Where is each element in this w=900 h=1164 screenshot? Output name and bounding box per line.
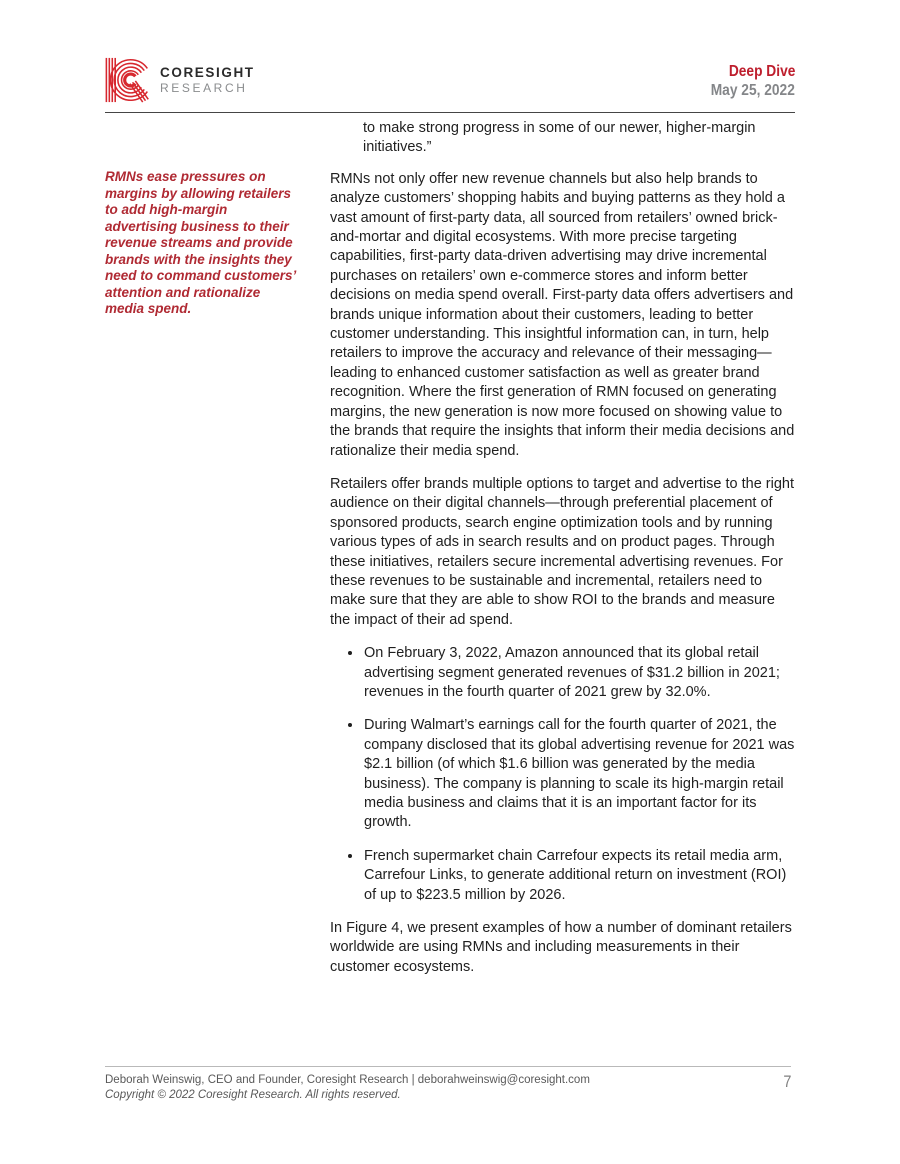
logo-wordmark (160, 65, 255, 95)
header-divider (105, 112, 795, 113)
body-paragraph-1: RMNs not only offer new revenue channels but also help brands to analyze customers’ shopping habits and buying patterns as they hold a vast amount of first-party data, all sourced from retailers’ owned brick-and-mortar and digital ecosystems. With more precise targeting capabilities, first-party data-driven advertising may drive incremental purchases on retailers’ own e-commerce stores and inform better decisions on media spend overall. First-party data offers advertisers and brands unique information about their customers, leading to better customer understanding. This insightful information can, in turn, help retailers to improve the accuracy and relevance of their messaging—leading to enhanced customer satisfaction as well as greater brand recognition. Where the first generation of RMN focused on generating margins, the new generation is now more focused on showing value to the brands that require the insights that inform their media decisions and rationalize their media spend. (330, 170, 795, 459)
logo-wordmark-research: RESEARCH (160, 81, 248, 95)
bullet-item-amazon: • On February 3, 2022, Amazon announced that its global retail advertising segment generated revenues of $31.2 billion in 2021; revenues in the fourth quarter of 2021 grew by 32.0%. (363, 644, 795, 702)
page-header (105, 54, 795, 106)
sidebar-callout: RMNs ease pressures on margins by allowing retailers to add high-margin advertising business to their revenue streams and provide brands with the insights they need to command customers’ attention and rationalize media spend. (105, 169, 296, 316)
bullet-item-walmart: • During Walmart’s earnings call for the fourth quarter of 2021, the company disclosed that its global advertising revenue for 2021 was $2.1 billion (of which $1.6 billion was generated by the media business). The company is planning to scale its high-margin retail media business and claims that it is an important factor for its growth. (363, 716, 795, 832)
report-type-label: Deep Dive (728, 63, 795, 80)
page-footer (105, 1066, 791, 1103)
footer-text-block (105, 1073, 590, 1103)
coresight-logo-icon (105, 54, 151, 106)
report-date: May 25, 2022 (710, 82, 795, 99)
closing-paragraph: In Figure 4, we present examples of how a number of dominant retailers worldwide are using RMNs and including measurements in their customer ecosystems. (330, 920, 792, 975)
bullet-item-carrefour: • French supermarket chain Carrefour expects its retail media arm, Carrefour Links, to generate additional return on investment (ROI) of up to $223.5 million by 2026. (363, 847, 795, 905)
body-paragraph-2: Retailers offer brands multiple options to target and advertise to the right audience on their digital channels—through preferential placement of sponsored products, search engine optimization tools and by running various types of ads in search results and on product pages. Through these initiatives, retailers secure incremental advertising revenues. For these revenues to be sustainable and incremental, retailers need to make sure that they are able to show ROI to the brands and measure the impact of their ad spend. (330, 475, 794, 628)
quote-continuation: to make strong progress in some of our newer, higher-margin initiatives.” (363, 120, 756, 156)
page-number: 7 (782, 1072, 791, 1091)
footer-contact: Deborah Weinswig, CEO and Founder, Coresight Research | deborahweinswig@coresight.com (105, 1074, 590, 1086)
page-body (105, 119, 795, 977)
logo-wordmark-coresight: CORESIGHT (160, 65, 255, 80)
header-right-block (697, 54, 795, 100)
bullet-list (330, 644, 795, 905)
main-column (330, 119, 795, 977)
sidebar-column (105, 119, 330, 977)
footer-copyright: Copyright © 2022 Coresight Research. All rights reserved. (105, 1089, 401, 1101)
coresight-logo (105, 54, 255, 106)
